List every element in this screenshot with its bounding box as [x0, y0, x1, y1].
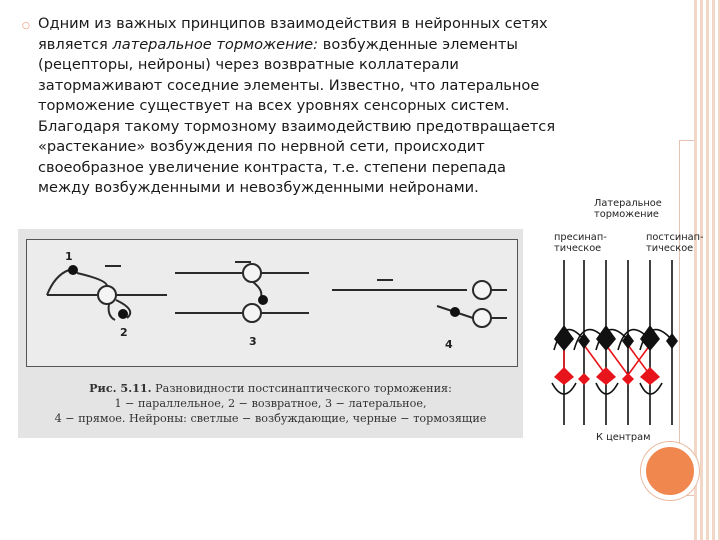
- to-centers-label: К центрам: [596, 432, 651, 443]
- bullet-icon: ○: [22, 21, 30, 31]
- caption-text: Разновидности постсинаптического торможения:: [151, 382, 452, 395]
- figure-label-1: 1: [65, 250, 73, 263]
- caption-number: Рис. 5.11.: [89, 381, 152, 395]
- text-line: торможение существует на всех уровнях сенсорных систем.: [38, 97, 510, 114]
- diagram-title-line: Латеральное: [594, 198, 662, 209]
- text-line: возбужденные элементы: [318, 35, 518, 53]
- presynaptic-label-line: тическое: [554, 243, 602, 254]
- figure-label-3: 3: [249, 335, 257, 348]
- text-line: (рецепторы, нейроны) через возвратные коллатерали: [38, 56, 459, 73]
- neuron-network-graphic: [540, 255, 690, 435]
- diagram-title-line: торможение: [594, 209, 659, 220]
- figure-caption: [18, 381, 523, 426]
- decorative-stripes: [694, 0, 720, 540]
- italic-term: латеральное торможение:: [112, 35, 319, 53]
- decorative-orange-circle: [641, 442, 699, 500]
- postsynaptic-label-line: постсинап-: [646, 232, 704, 243]
- figure-label-4: 4: [445, 338, 453, 351]
- text-line: Благодаря такому тормозному взаимодействию предотвращается: [38, 117, 556, 135]
- text-line: между возбужденными и невозбужденными нейронами.: [38, 179, 479, 196]
- postsynaptic-label-line: тическое: [646, 243, 694, 254]
- presynaptic-label-line: пресинап-: [554, 232, 607, 243]
- text-line: является: [38, 35, 113, 53]
- caption-text: 4 − прямое. Нейроны: светлые − возбуждающие, черные − тормозящие: [54, 412, 487, 425]
- figure-diagram-box: [26, 239, 518, 367]
- text-line: своеобразное увеличение контраста, т.е. степени перепада: [38, 158, 506, 176]
- text-line: Одним из важных принципов взаимодействия в нейронных сетях: [38, 15, 548, 32]
- inhibition-types-figure: [18, 229, 523, 438]
- inhibition-diagram: [27, 240, 517, 366]
- text-line: «растекание» возбуждения по нервной сети, происходит: [38, 138, 485, 155]
- diagram-title: [594, 198, 662, 220]
- postsynaptic-label: [646, 232, 704, 254]
- presynaptic-label: [554, 232, 607, 254]
- main-paragraph: [38, 14, 638, 199]
- caption-text: 1 − параллельное, 2 − возвратное, 3 − латеральное,: [114, 397, 427, 410]
- text-line: затормаживают соседние элементы. Известно, что латеральное: [38, 76, 540, 94]
- figure-label-2: 2: [120, 326, 128, 339]
